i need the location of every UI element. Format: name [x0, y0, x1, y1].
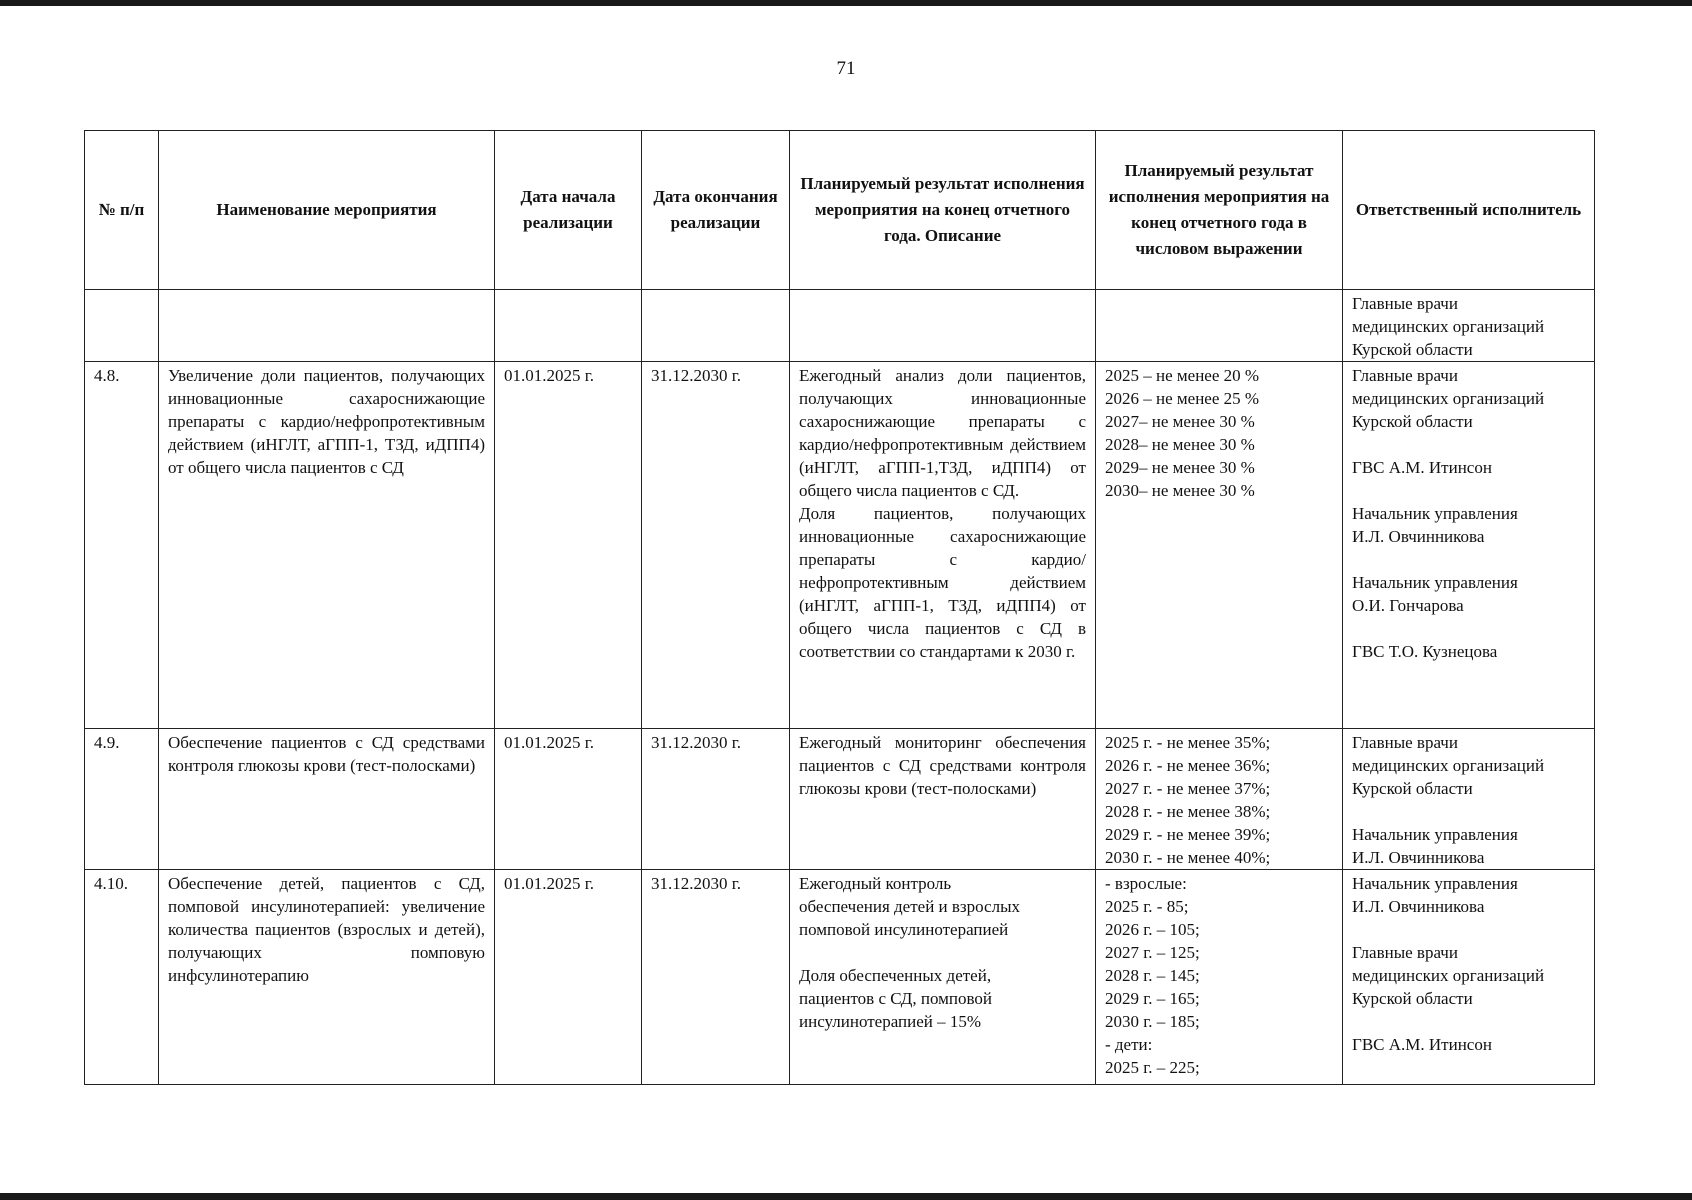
- cell-name: Обеспечение пациентов с СД средствами контроля глюкозы крови (тест-полосками): [159, 729, 495, 870]
- page-number: 71: [836, 58, 856, 79]
- text-line: Начальник управления: [1352, 874, 1518, 893]
- paragraph: Ежегодный анализ доли пациентов, получающих инновационные сахароснижающие препараты с кардио/нефропротективным действием (иНГЛТ, аГПП-1,ТЗД, иДПП4) от общего числа пациентов с СД.: [799, 366, 1086, 500]
- text-line: 2025 г. – 225;: [1105, 1058, 1200, 1077]
- text-line: пациентов с СД, помповой: [799, 989, 992, 1008]
- text-line: помповой инсулинотерапией: [799, 920, 1009, 939]
- spacer: [1352, 1010, 1585, 1033]
- text-line: 2030 г. – 185;: [1105, 1012, 1200, 1031]
- cell-result-numeric: [1096, 870, 1343, 1085]
- paragraph: Ежегодный мониторинг обеспечения пациентов с СД средствами контроля глюкозы крови (тест-полосками): [799, 733, 1086, 798]
- text-line: - взрослые:: [1105, 874, 1187, 893]
- paragraph: Доля пациентов, получающих инновационные сахароснижающие препараты с кардио/нефропротективным действием (иНГЛТ, аГПП-1, ТЗД, иДПП4) от общего числа пациентов с СД в соответствии со стандартами к 2030 г.: [799, 504, 1086, 661]
- text-line: 2027 г. - не менее 37%;: [1105, 779, 1271, 798]
- cell-responsible: [1343, 362, 1595, 729]
- text-line: 2028 г. - не менее 38%;: [1105, 802, 1271, 821]
- text-line: 2026 г. - не менее 36%;: [1105, 756, 1271, 775]
- text-line: Курской области: [1352, 989, 1473, 1008]
- text-line: 2025 – не менее 20 %: [1105, 366, 1260, 385]
- text-line: 2029 г. – 165;: [1105, 989, 1200, 1008]
- cell-start-date: 01.01.2025 г.: [495, 729, 642, 870]
- text-line: - дети:: [1105, 1035, 1153, 1054]
- spacer: [1352, 548, 1585, 571]
- text-line: 2026 – не менее 25 %: [1105, 389, 1260, 408]
- text-line: И.Л. Овчинникова: [1352, 527, 1485, 546]
- text-line: инсулинотерапией – 15%: [799, 1012, 982, 1031]
- cell-empty: [642, 290, 790, 362]
- text-line: 2029– не менее 30 %: [1105, 458, 1255, 477]
- text-line: ГВС А.М. Итинсон: [1352, 458, 1492, 477]
- table-row: [85, 729, 1595, 870]
- spacer: [799, 941, 1086, 964]
- cell-end-date: 31.12.2030 г.: [642, 729, 790, 870]
- text-line: 2027– не менее 30 %: [1105, 412, 1255, 431]
- text-line: Начальник управления: [1352, 825, 1518, 844]
- header-row: [85, 131, 1595, 290]
- text-line: медицинских организаций: [1352, 389, 1545, 408]
- text-line: Курской области: [1352, 412, 1473, 431]
- cell-result-numeric: [1096, 362, 1343, 729]
- scan-edge-bottom: [0, 1193, 1692, 1200]
- text-line: Главные врачи: [1352, 294, 1458, 313]
- text-line: Главные врачи: [1352, 943, 1458, 962]
- text-line: Главные врачи: [1352, 733, 1458, 752]
- cell-result-description: [790, 870, 1096, 1085]
- cell-responsible: [1343, 870, 1595, 1085]
- text-line: медицинских организаций: [1352, 317, 1545, 336]
- cell-end-date: 31.12.2030 г.: [642, 870, 790, 1085]
- table-row: [85, 362, 1595, 729]
- text-line: Доля обеспеченных детей,: [799, 966, 992, 985]
- cell-num: 4.9.: [85, 729, 159, 870]
- cell-name: Обеспечение детей, пациентов с СД, помповой инсулинотерапией: увеличение количества пациентов (взрослых и детей), получающих помповую инфсулинотерапию: [159, 870, 495, 1085]
- cell-name: Увеличение доли пациентов, получающих инновационные сахароснижающие препараты с кардио/нефропротективным действием (иНГЛТ, аГПП-1, ТЗД, иДПП4) от общего числа пациентов с СД: [159, 362, 495, 729]
- header-result-numeric: Планируемый результат исполнения мероприятия на конец отчетного года в числовом выражении: [1096, 131, 1343, 290]
- cell-num: 4.8.: [85, 362, 159, 729]
- header-responsible: Ответственный исполнитель: [1343, 131, 1595, 290]
- cell-result-numeric: [1096, 729, 1343, 870]
- spacer: [1352, 918, 1585, 941]
- text-line: Начальник управления: [1352, 573, 1518, 592]
- cell-empty: [159, 290, 495, 362]
- text-line: 2025 г. - 85;: [1105, 897, 1189, 916]
- text-line: 2028 г. – 145;: [1105, 966, 1200, 985]
- text-line: 2028– не менее 30 %: [1105, 435, 1255, 454]
- text-line: Начальник управления: [1352, 504, 1518, 523]
- scan-edge-top: [0, 0, 1692, 6]
- table-row: [85, 290, 1595, 362]
- cell-start-date: 01.01.2025 г.: [495, 870, 642, 1085]
- text-line: 2030– не менее 30 %: [1105, 481, 1255, 500]
- cell-empty: [1096, 290, 1343, 362]
- text-line: Ежегодный контроль: [799, 874, 952, 893]
- activity-plan-table: [84, 130, 1595, 1085]
- text-line: Главные врачи: [1352, 366, 1458, 385]
- cell-responsible: [1343, 729, 1595, 870]
- header-start-date: Дата начала реализации: [495, 131, 642, 290]
- text-line: медицинских организаций: [1352, 756, 1545, 775]
- text-line: 2025 г. - не менее 35%;: [1105, 733, 1271, 752]
- header-name: Наименование мероприятия: [159, 131, 495, 290]
- text-line: Курской области: [1352, 340, 1473, 359]
- text-line: 2026 г. – 105;: [1105, 920, 1200, 939]
- text-line: ГВС Т.О. Кузнецова: [1352, 642, 1498, 661]
- cell-end-date: 31.12.2030 г.: [642, 362, 790, 729]
- table-row: [85, 870, 1595, 1085]
- text-line: О.И. Гончарова: [1352, 596, 1464, 615]
- cell-empty: [495, 290, 642, 362]
- text-line: И.Л. Овчинникова: [1352, 848, 1485, 867]
- cell-empty: [790, 290, 1096, 362]
- cell-num: 4.10.: [85, 870, 159, 1085]
- header-end-date: Дата окончания реализации: [642, 131, 790, 290]
- text-line: ГВС А.М. Итинсон: [1352, 1035, 1492, 1054]
- spacer: [1352, 617, 1585, 640]
- cell-result-description: [790, 729, 1096, 870]
- text-line: 2029 г. - не менее 39%;: [1105, 825, 1271, 844]
- cell-result-description: [790, 362, 1096, 729]
- text-line: Курской области: [1352, 779, 1473, 798]
- spacer: [1352, 433, 1585, 456]
- header-num: № п/п: [85, 131, 159, 290]
- text-line: И.Л. Овчинникова: [1352, 897, 1485, 916]
- cell-start-date: 01.01.2025 г.: [495, 362, 642, 729]
- text-line: обеспечения детей и взрослых: [799, 897, 1020, 916]
- cell-empty: [85, 290, 159, 362]
- text-line: медицинских организаций: [1352, 966, 1545, 985]
- text-line: 2030 г. - не менее 40%;: [1105, 848, 1271, 867]
- cell-responsible: [1343, 290, 1595, 362]
- spacer: [1352, 800, 1585, 823]
- spacer: [1352, 479, 1585, 502]
- header-result-description: Планируемый результат исполнения мероприятия на конец отчетного года. Описание: [790, 131, 1096, 290]
- text-line: 2027 г. – 125;: [1105, 943, 1200, 962]
